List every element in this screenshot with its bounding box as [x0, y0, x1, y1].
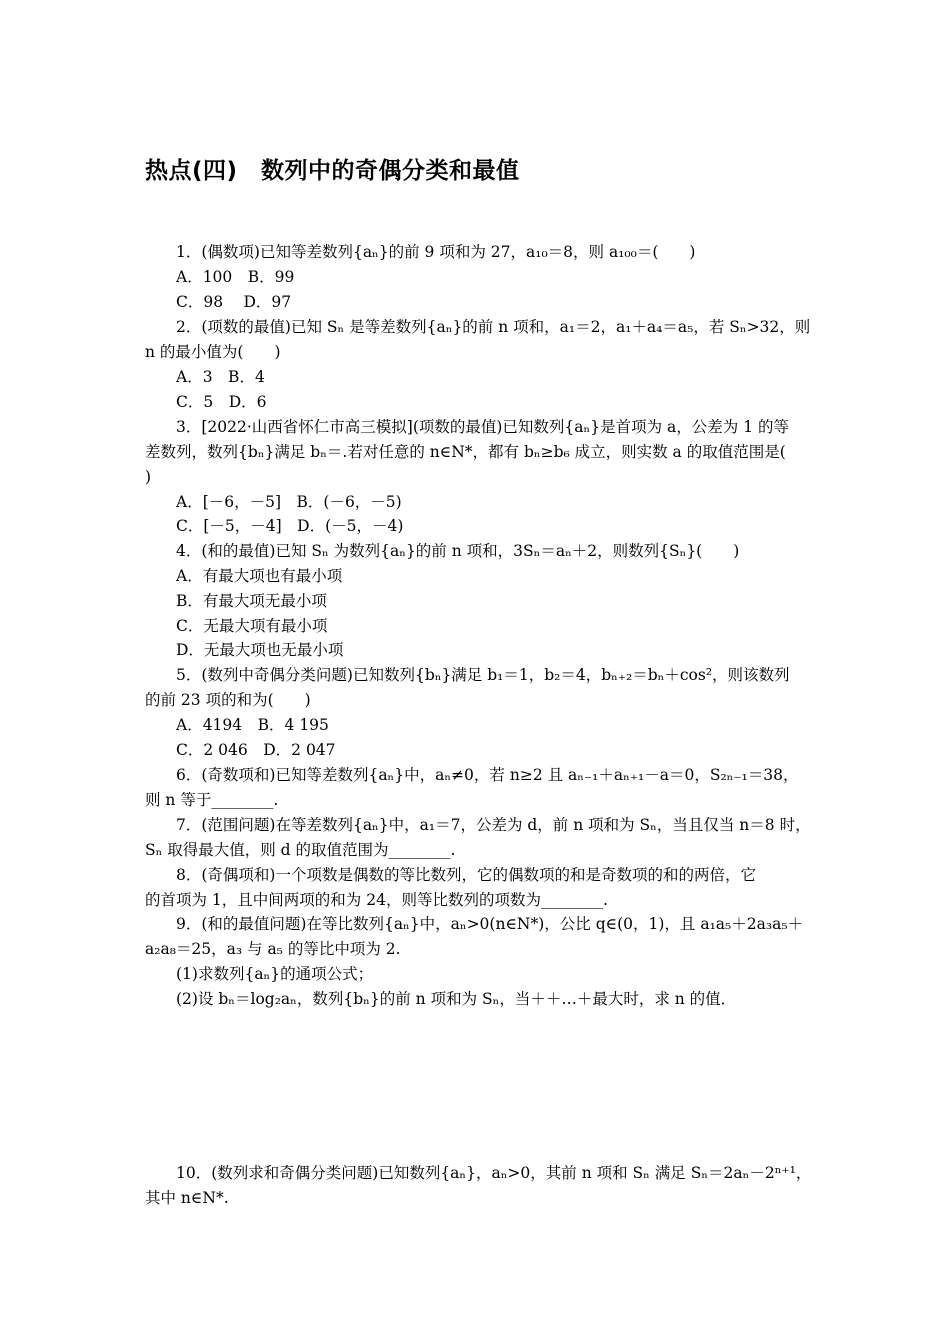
q4-option-b: B．有最大项无最小项 [176, 592, 327, 610]
q2-stem: 2．(项数的最值)已知 Sₙ 是等差数列{aₙ}的前 n 项和，a₁＝2，a₁＋a₄＝a₅，若 Sₙ>32，则 [176, 318, 811, 336]
q5-options-cd: C．2 046 D．2 047 [176, 741, 336, 759]
q3-options-ab: A．[－6，－5] B．(－6，－5) [176, 493, 402, 511]
q10-stem-cont: 其中 n∈N*. [145, 1189, 229, 1207]
q9-stem: 9．(和的最值问题)在等比数列{aₙ}中，aₙ>0(n∈N*)，公比 q∈(0，1)，且 a₁a₅＋2a₃a₅＋ [176, 915, 804, 933]
q2-options-cd: C．5 D．6 [176, 393, 267, 411]
q5-stem-cont: 的前 23 项的和为( ) [145, 691, 311, 709]
q5-options-ab: A．4194 B．4 195 [176, 716, 329, 734]
q4-option-c: C．无最大项有最小项 [176, 617, 328, 635]
q10-stem: 10．(数列求和奇偶分类问题)已知数列{aₙ}，aₙ>0，其前 n 项和 Sₙ 满足 Sₙ＝2aₙ－2ⁿ⁺¹， [176, 1164, 812, 1182]
q1-options-ab: A．100 B．99 [176, 268, 295, 286]
q3-stem-cont: 差数列，数列{bₙ}满足 bₙ＝.若对任意的 n∈N*，都有 bₙ≥b₆ 成立，则实数 a 的取值范围是( [145, 443, 786, 461]
q7-stem: 7．(范围问题)在等差数列{aₙ}中，a₁＝7，公差为 d，前 n 项和为 Sₙ，当且仅当 n＝8 时， [176, 816, 811, 834]
q3-stem: 3．[2022·山西省怀仁市高三模拟](项数的最值)已知数列{aₙ}是首项为 a，公差为 1 的等 [176, 418, 789, 436]
q8-stem: 8．(奇偶项和)一个项数是偶数的等比数列，它的偶数项的和是奇数项的和的两倍，它 [176, 866, 756, 884]
q6-stem-cont: 则 n 等于________. [145, 791, 279, 809]
q2-stem-cont: n 的最小值为( ) [145, 343, 281, 361]
q5-stem: 5．(数列中奇偶分类问题)已知数列{bₙ}满足 b₁＝1，b₂＝4，bₙ₊₂＝bₙ＋cos²，则该数列 [176, 666, 790, 684]
q3-stem-end: ) [145, 468, 152, 486]
q1-options-cd: C．98 D．97 [176, 293, 292, 311]
q1-stem: 1．(偶数项)已知等差数列{aₙ}的前 9 项和为 27，a₁₀＝8，则 a₁₀₀＝( ) [176, 243, 696, 261]
q4-option-d: D．无最大项也无最小项 [176, 641, 344, 659]
q6-stem: 6．(奇数项和)已知等差数列{aₙ}中，aₙ≠0，若 n≥2 且 aₙ₋₁＋aₙ₊₁－a＝0，S₂ₙ₋₁＝38， [176, 766, 799, 784]
q9-stem-cont: a₂a₈＝25，a₃ 与 a₅ 的等比中项为 2. [145, 940, 401, 958]
q3-options-cd: C．[－5，－4] D．(－5，－4) [176, 517, 404, 535]
q2-options-ab: A．3 B．4 [176, 368, 265, 386]
q4-option-a: A．有最大项也有最小项 [176, 567, 343, 585]
q4-stem: 4．(和的最值)已知 Sₙ 为数列{aₙ}的前 n 项和，3Sₙ＝aₙ＋2，则数列{Sₙ}( ) [176, 542, 740, 560]
q8-stem-cont: 的首项为 1，且中间两项的和为 24，则等比数列的项数为________. [145, 891, 608, 909]
q9-part-2: (2)设 bₙ＝log₂aₙ，数列{bₙ}的前 n 项和为 Sₙ，当＋＋…＋最大时，求 n 的值． [176, 990, 737, 1008]
q9-part-1: (1)求数列{aₙ}的通项公式； [176, 965, 374, 983]
q7-stem-cont: Sₙ 取得最大值，则 d 的取值范围为________. [145, 841, 456, 859]
page-title: 热点(四) 数列中的奇偶分类和最值 [145, 158, 520, 184]
